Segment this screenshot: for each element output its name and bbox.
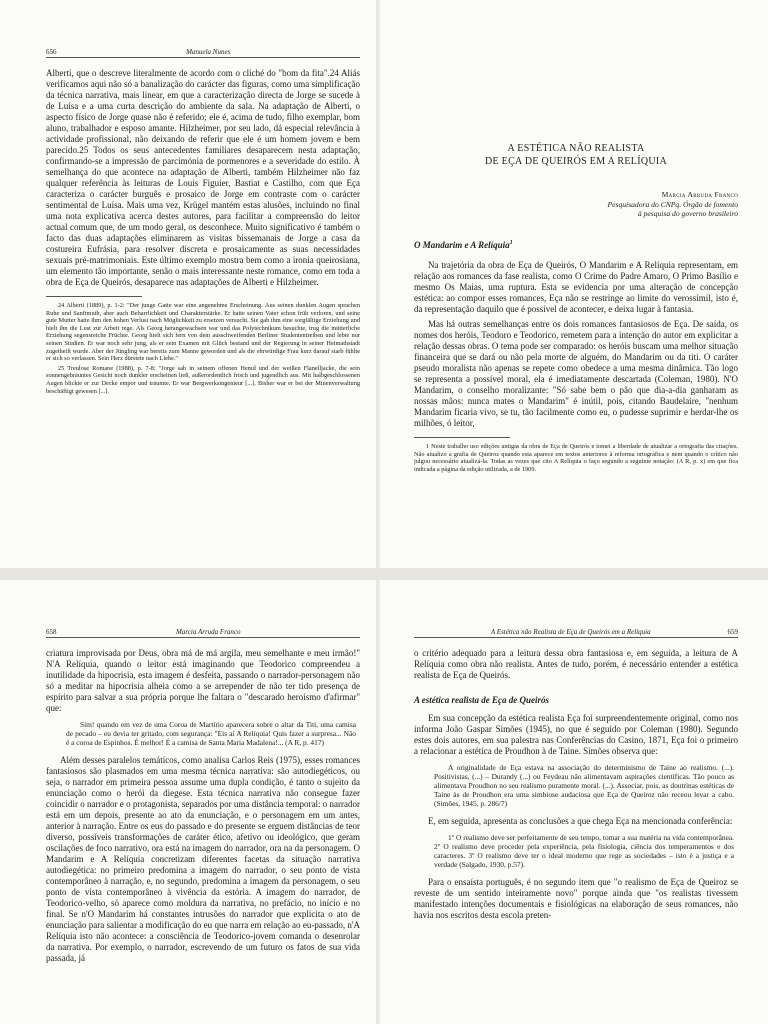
page-658 [0, 580, 376, 1024]
running-title: Manuela Nunes [186, 48, 231, 56]
page-number: 659 [727, 628, 738, 636]
footnote-marker: 1 [509, 240, 513, 246]
page-657 [380, 0, 768, 568]
running-title: Marcia Arruda Franco [175, 628, 241, 636]
page-659 [380, 580, 768, 1024]
body-paragraph: Em sua concepção da estética realista Eça foi surpreendentemente original, como nos informa João Gaspar Simões (1945), no que é seguido por Coleman (1980). Segundo estes dois autores, em sua palestra nas Conferências do Casino, 1871, Eça foi o primeiro a relacionar a estética de Proudhon à de Taine. Simões observa que: [414, 713, 738, 756]
body-paragraph: Alberti, que o descreve literalmente de acordo com o cliché do "bom da fita".24 Aliás verificamos aqui não só a banalização do carácter das figuras, como uma simplificação da técnica narrativa, mais linear, em que a caracterização directa de Jorge se sucede à de Luísa e a uma curta descrição do ambiente da sala. Na adaptação de Alberti, o aspecto físico de Jorge quase não é referido; ele é, acima de tudo, filho exemplar, bom aluno, trabalhador e esposo amante. Hilzheimer, por seu lado, dá especial relevância à actividade profissional, não deixando de referir que ele é um homem jovem e bem parecido.25 Todos os seus antecedentes familiares desaparecem nesta adaptação, confirmando-se a impressão de parcimónia de pormenores e a severidade do estilo. À semelhança do que acontece na adaptação de Alberti, também Hilzheimer não faz qualquer referência às leituras de Louis Figuier, Bastiat e Castilho, com que Eça caracteriza o carácter burguês e prosaico de Jorge em contraste com o carácter sentimental de Luísa. Mais uma vez, Krügel mantém estas alusões, incluindo no final uma nota explicativa acerca destes autores, para facilitar a compreensão do leitor actual comum que, de um modo geral, os desconhece. Muito significativo é também o facto das duas adaptações eliminarem as visitas bissemanais de Jorge a casa da costureira Eufrásia, para resolver discreta e prosaicamente as suas necessidades sexuais pré-matrimoniais. Este último exemplo mostra bem como a ironia queirosiana, um elemento tão importante, senão o mais interessante neste romance, como em toda a obra de Eça de Queirós, desaparece nas adaptações de Alberti e Hilzheimer. [46, 68, 360, 287]
body-paragraph: Mas há outras semelhanças entre os dois romances fantasiosos de Eça. De saída, os nomes dos heróis, Teodoro e Teodorico, remetem para a intenção do autor em explicitar a relação dessas obras. O tema pode ser comparado: os heróis buscam uma melhor situação financeira que se dará ou não pela morte de alguém, do Mandarim ou da titi. O caráter pseudo moralista não apenas se repete como obedece a uma mesma dinâmica. Tão logo se representa a possível moral, ela é imediatamente descartada (Coleman, 1980). N'O Mandarim, o conselho moralizante: "Só sabe bem o pão que dia-a-dia ganharam as nossas mãos: nunca mates o Mandarim" é inútil, pois, citando Baudelaire, "nenhum Mandarim ficaria vivo, se tu, tão facilmente como eu, o pudesse suprimir e herdar-lhe os milhões, ó leitor, [414, 319, 738, 428]
article-title-line: A ESTÉTICA NÃO REALISTA [507, 143, 645, 154]
block-quote: A originalidade de Eça estava na associação do determinismo de Taine ao realismo. (...). Positivistas, (...) – Durandy (...) ou Feydeau não alimentavam aspirações científicas. Tão pouco as alimentava Proudhon no seu realismo puramente moral. (...). Associar, pois, as doutrinas estéticas de Taine às de Proudhon era uma simbiose audaciosa que Eça de Queiroz não receou levar a cabo. (Simões, 1945, p. 286/7) [434, 763, 734, 808]
block-quote: Sim! quando em vez de uma Coroa de Martírio aparecera sobre o altar da Titi, uma camisa de pecado – eu devia ter gritado, com segurança: "Eis aí A Relíquia! Quis fazer a surpresa... Não é a coroa de Espinhos. É melhor! É a camisa de Santa Maria Madalena!... (A R, p. 417) [66, 720, 356, 747]
footnote-rule [46, 296, 142, 297]
article-title-line: DE EÇA DE QUEIRÓS EM A RELÍQUIA [484, 156, 668, 167]
author-name: Marcia Arruda Franco [661, 190, 738, 199]
page-656 [0, 0, 376, 568]
running-header [414, 628, 738, 638]
page-number: 656 [46, 48, 57, 56]
footnote: 1 Neste trabalho uso edições antigas da obra de Eça de Queirós e tomei a liberdade de atualizar a ortografia das citações. Não atualizo a grafia de Queiroz quando esta aparece em textos anteriores à reforma ortográfica e nem quando o crítico não julgou necessário atualizá-la. Todas as vezes que cito A Relíquia o faço segundo a seguinte notação: (A R, p. x) em que fica indicada a página da edição utilizada, a de 1909. [414, 443, 738, 473]
body-paragraph: Além desses paralelos temáticos, como analisa Carlos Reis (1975), esses romances fantasiosos são plasmados em uma mesma técnica narrativa: são autodiegéticos, ou seja, o narrador em primeira pessoa assume uma dupla condição, é tanto o sujeito da enunciação como o herói da diegese. Esta técnica narrativa não consegue fazer coincidir o narrador e o protagonista, separados por uma distância temporal: o narrador está em um depois, presente ao ato da enunciação, e o personagem em um antes, anterior à narração. Entre os eus do passado e do presente se erguem distâncias de teor diverso, possíveis transformações de caráter ético, afetivo ou ideológico, que geram oscilações de foco narrativo, ora está na imagem do narrador, ora na da personagem. O Mandarim e A Relíquia concretizam diferentes facetas da situação narrativa autodiegética: no primeiro predomina a imagem do narrador, o seu ponto de vista contemporâneo à narração, e, no segundo, predomina a imagem da personagem, o seu ponto de vista contemporâneo à vivência da estória. A imagem do narrador, de Teodorico-velho, só aparece como moldura da narrativa, no prefácio, no início e no final. Se n'O Mandarim há constantes intrusões do narrador que explicita o ato de enunciação para salientar a modificação do eu que narra em relação ao eu-passado, n'A Relíquia isto não acontece: a consciência de Teodorico-jovem comanda o desenrolar da narrativa. Por exemplo, o narrador, escrevendo de um futuro os fatos de sua vida passada, já [46, 755, 360, 963]
running-header [46, 48, 360, 58]
body-paragraph: criatura improvisada por Deus, obra má de má argila, meu semelhante e meu irmão!" N'A Relíquia, quando o leitor está imaginando que Teodorico compreendeu a inutilidade da hipocrisia, esta imagem é desfeita, passando o narrador-personagem não só a meditar na hipocrisia alheia como a se arrepender de não ter tido presença de espírito para salvar a sua própria porque lhe faltara o "descarado heroísmo d'afirmar" que: [46, 648, 360, 713]
author-affiliation: à pesquisa do governo brasileiro [637, 209, 738, 218]
article-title [414, 142, 738, 168]
block-quote: 1º O realismo deve ser perfeitamente de seu tempo, tomar a sua matéria na vida contemporânea. 2º O realismo deve proceder pela experiência, pela fisiologia, ciência dos temperamentos e dos caracteres. 3º O realismo deve ter o ideal moderno que rege as sociedades – isto é a justiça e a verdade (Salgado, 1930, p.57). [434, 833, 734, 869]
body-paragraph: Para o ensaísta português, é no segundo item que "o realismo de Eça de Queiroz se reveste de um sentido inteiramente novo" porque ainda que "os realistas tivessem manifestado intenções documentais e fisiológicas na elaboração de seus romances, não havia nos escritos desta escola preten- [414, 877, 738, 920]
footnote: 25 Treulose Romane (1988), p. 7-8: "Jorge sah in seinem offenen Hemd und der weißen Flanelljacke, die sein sonnengebräuntes Gesicht noch dunkler erscheinen ließ, außerordentlich frisch und jugendlich aus. Mit halbgeschlossenen Augen blickte er zur Decke empor und träumte. Er war Bergwerksingenieur [...]. Bisher war er bei der Minenverwaltung beschäftigt gewesen [...]. [46, 364, 360, 395]
running-title: A Estética não Realista de Eça de Queirós em a Relíquia [490, 628, 651, 636]
page-number: 658 [46, 628, 57, 636]
author-affiliation: Pesquisadora do CNPq. Órgão de fomento [607, 200, 738, 209]
section-heading [414, 240, 738, 250]
body-paragraph: o critério adequado para a leitura dessa obra fantasiosa e, em seguida, a leitura de A Relíquia como obra não realista. Antes de tudo, porém, é necessário entender a estética realista de Eça de Queirós. [414, 648, 738, 680]
body-paragraph: E, em seguida, apresenta as conclusões a que chega Eça na mencionada conferência: [428, 816, 733, 826]
footnote-rule [414, 437, 510, 438]
section-heading-text: O Mandarim e A Relíquia [414, 240, 510, 250]
section-heading: A estética realista de Eça de Queirós [414, 695, 549, 705]
running-header [46, 628, 360, 638]
footnote: 24 Alberti (1889), p. 1-2: "Der junge Gatte war eine angenehme Erscheinung. Aus seinen dunklen Augen sprachen Ruhe und Sanftmuth, aber auch Beharrlichkeit und Charakterstärke. Er hatte seinen Vater schon früh verloren, und seine gute Mutter hatte ihm den hohen Verlust nach Möglichkeit zu ersetzen versucht. Sie gab ihm eine sorgfältige Erziehung und hielt ihn die Lust zur Arbeit rege. Als Georg herangewachsen war und das Polytechnikum besuchte, trug die mütterliche Erziehung segensreiche Früchte. Georg hielt sich fern von dem ausschweifenden Berliner Studententreiben und lebte nur seinen Studien. Er war noch sehr jung, als er sein Examen mit Glück bestand und der Regierung in seiner Heimathstadt zugetheilt wurde. Aber der Jüngling war bereits zum Manne geworden und als die ehrwürdige Frau kurz darauf starb fühlte er sich so verlassen. Sein Herz dürstete nach Liebe." [46, 302, 360, 363]
body-paragraph: Na trajetória da obra de Eça de Queirós, O Mandarim e A Relíquia representam, em relação aos romances da fase realista, como O Crime do Padre Amaro, O Primo Basílio e mesmo Os Maias, uma ruptura. Esta se evidencia por uma alteração de concepção estética: ao compor esses romances, Eça não se restringe ao limite do verossímil, isto é, da representação daquilo que é possível de acontecer, e deixa lugar à fantasia. [414, 260, 738, 314]
scan-divider [0, 568, 768, 580]
